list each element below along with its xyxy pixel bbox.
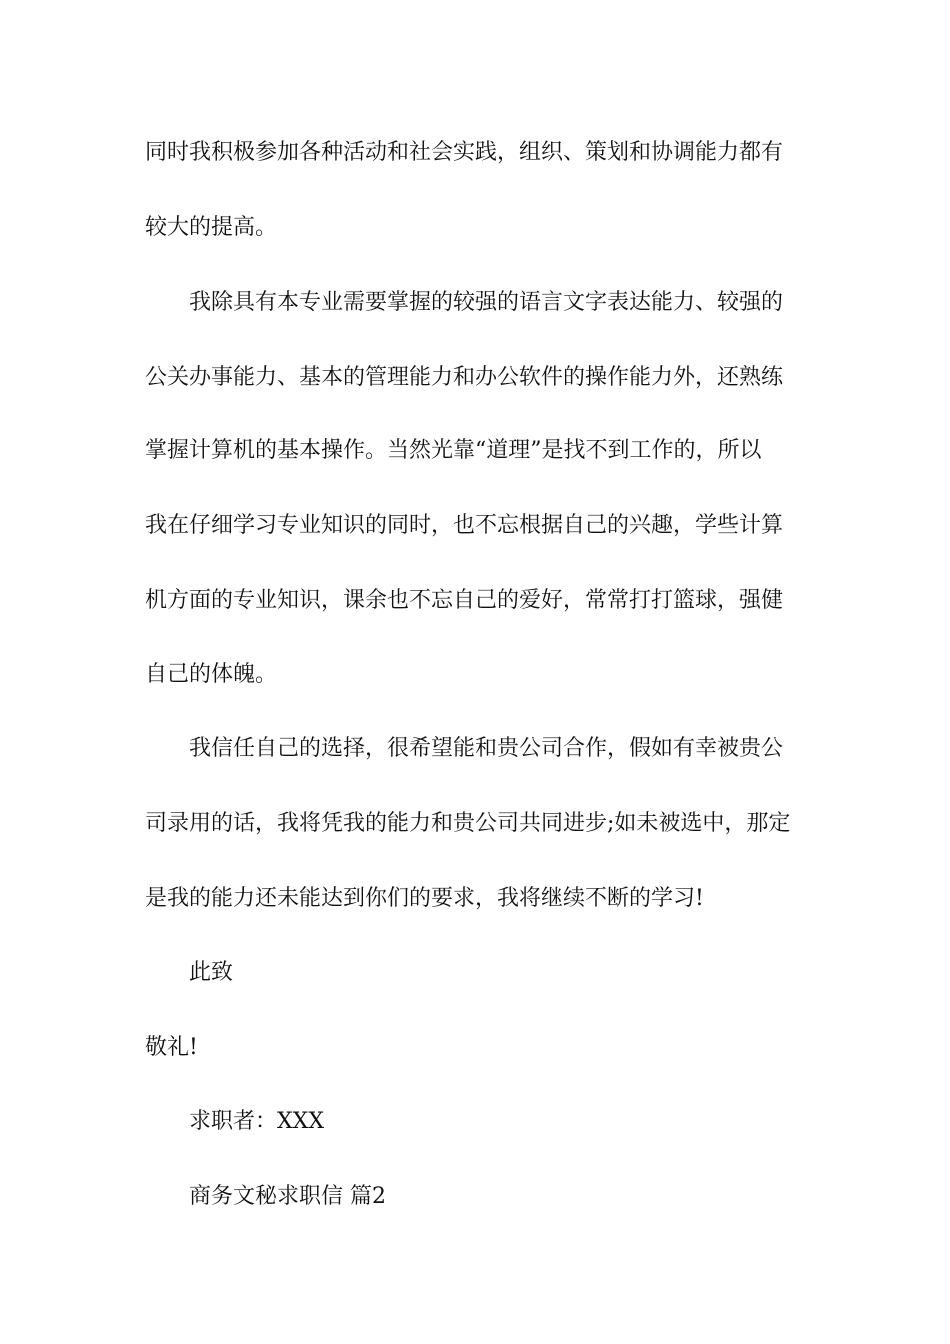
section-heading: 商务文秘求职信 篇2 — [189, 1184, 386, 1209]
paragraph-line: 我除具有本专业需要掌握的较强的语言文字表达能力、较强的 — [189, 290, 784, 315]
closing-line: 此致 — [189, 960, 234, 985]
signature-line: 求职者：XXX — [189, 1109, 324, 1134]
paragraph-line: 掌握计算机的基本操作。当然光靠“道理”是找不到工作的，所以 — [145, 438, 762, 463]
paragraph-line: 公关办事能力、基本的管理能力和办公软件的操作能力外，还熟练 — [145, 365, 784, 390]
paragraph-line: 是我的能力还未能达到你们的要求，我将继续不断的学习! — [145, 886, 704, 911]
salutation-line: 敬礼! — [145, 1035, 198, 1060]
paragraph-line: 较大的提高。 — [145, 215, 278, 240]
paragraph-line: 我在仔细学习专业知识的同时，也不忘根据自己的兴趣，学些计算 — [145, 513, 784, 538]
paragraph-line: 机方面的专业知识，课余也不忘自己的爱好，常常打打篮球，强健 — [145, 588, 784, 613]
paragraph-line: 同时我积极参加各种活动和社会实践，组织、策划和协调能力都有 — [145, 140, 784, 165]
paragraph-line: 我信任自己的选择，很希望能和贵公司合作，假如有幸被贵公 — [189, 736, 784, 761]
paragraph-line: 自己的体魄。 — [145, 662, 278, 687]
paragraph-line: 司录用的话，我将凭我的能力和贵公司共同进步;如未被选中，那定 — [145, 811, 791, 836]
